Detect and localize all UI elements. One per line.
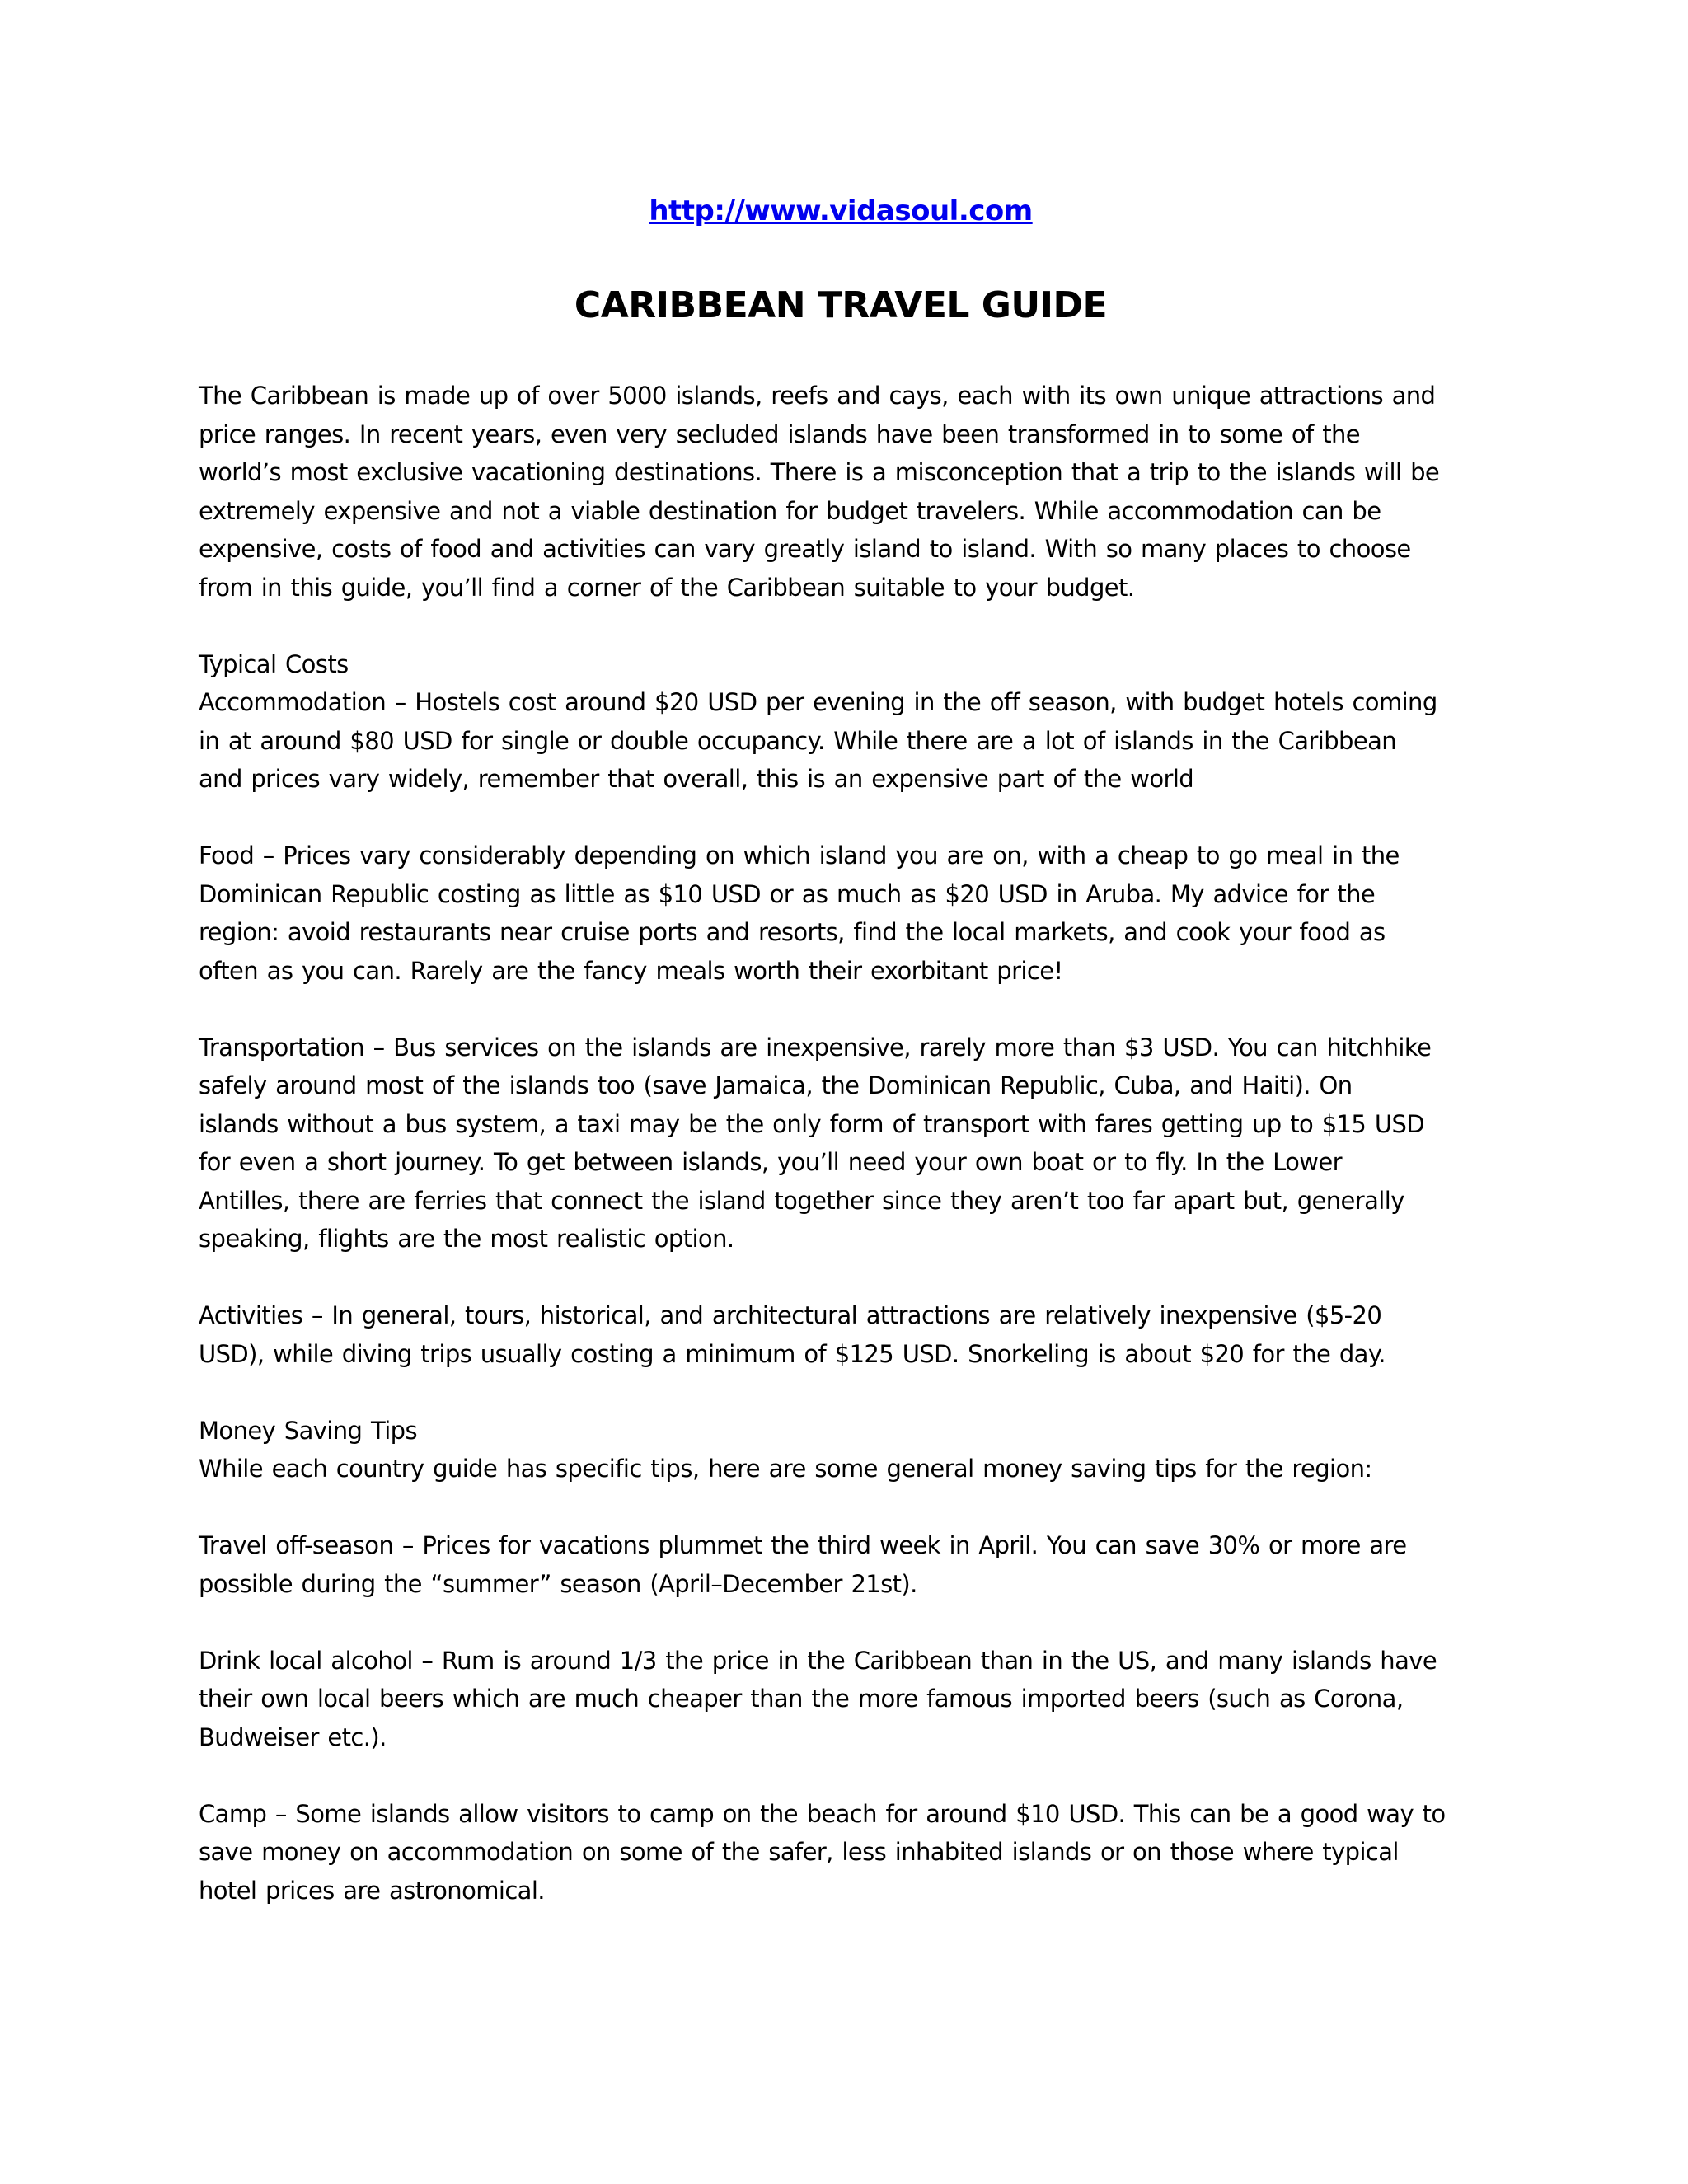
blank-line — [199, 607, 1517, 645]
text-line: Antilles, there are ferries that connect the island together since they aren’t too far apart but, generally — [199, 1186, 1404, 1215]
website-link[interactable]: http://www.vidasoul.com — [649, 194, 1033, 227]
text-line: While each country guide has specific tips, here are some general money saving tips for the region: — [199, 1455, 1372, 1483]
text-line: in at around $80 USD for single or double occupancy. While there are a lot of islands in the Caribbean — [199, 726, 1397, 755]
text-line: Camp – Some islands allow visitors to camp on the beach for around $10 USD. This can be a good way to — [199, 1799, 1446, 1828]
text-line: price ranges. In recent years, even very secluded islands have been transformed in to some of the — [199, 419, 1361, 448]
blank-line — [199, 1258, 1517, 1297]
text-line: their own local beers which are much cheaper than the more famous imported beers (such as Corona, — [199, 1685, 1404, 1713]
text-line: Food – Prices vary considerably depending on which island you are on, with a cheap to go meal in the — [199, 841, 1400, 869]
page-title: CARIBBEAN TRAVEL GUIDE — [574, 284, 1108, 326]
text-line: extremely expensive and not a viable destination for budget travelers. While accommodation can be — [199, 496, 1381, 525]
text-line: Transportation – Bus services on the islands are inexpensive, rarely more than $3 USD. You can hitchhike — [199, 1033, 1432, 1062]
text-line: Travel off-season – Prices for vacations plummet the third week in April. You can save 30% or more are — [199, 1531, 1407, 1559]
text-line: Budweiser etc.). — [199, 1722, 387, 1751]
text-line: save money on accommodation on some of the safer, less inhabited islands or on those where typical — [199, 1838, 1399, 1866]
blank-line — [199, 990, 1517, 1029]
text-line: Money Saving Tips — [199, 1416, 417, 1445]
document-body — [199, 377, 1517, 1910]
text-line: expensive, costs of food and activities can vary greatly island to island. With so many places to choose — [199, 535, 1411, 563]
text-line: world’s most exclusive vacationing destinations. There is a misconception that a trip to the islands will be — [199, 458, 1440, 486]
text-line: islands without a bus system, a taxi may be the only form of transport with fares getting up to $15 USD — [199, 1109, 1425, 1138]
text-line: speaking, flights are the most realistic option. — [199, 1225, 734, 1253]
text-line: possible during the “summer” season (April–December 21st). — [199, 1569, 917, 1598]
text-line: Activities – In general, tours, historical, and architectural attractions are relatively inexpensive ($5-20 — [199, 1301, 1382, 1329]
text-line: Drink local alcohol – Rum is around 1/3 the price in the Caribbean than in the US, and many islands have — [199, 1646, 1437, 1675]
text-line: for even a short journey. To get between islands, you’ll need your own boat or to fly. In the Lower — [199, 1148, 1342, 1176]
text-line: and prices vary widely, remember that overall, this is an expensive part of the world — [199, 765, 1194, 793]
text-line: hotel prices are astronomical. — [199, 1876, 545, 1905]
blank-line — [199, 1756, 1517, 1795]
text-line: Dominican Republic costing as little as $10 USD or as much as $20 USD in Aruba. My advice for the — [199, 879, 1376, 908]
text-line: often as you can. Rarely are the fancy meals worth their exorbitant price! — [199, 956, 1063, 985]
blank-line — [199, 799, 1517, 837]
text-line: USD), while diving trips usually costing a minimum of $125 USD. Snorkeling is about $20 for the day. — [199, 1339, 1386, 1368]
text-line: safely around most of the islands too (save Jamaica, the Dominican Republic, Cuba, and Haiti). On — [199, 1071, 1353, 1099]
text-line: from in this guide, you’ll find a corner of the Caribbean suitable to your budget. — [199, 573, 1135, 602]
blank-line — [199, 1488, 1517, 1527]
text-line: Accommodation – Hostels cost around $20 USD per evening in the off season, with budget hotels coming — [199, 688, 1437, 716]
text-line: Typical Costs — [199, 649, 349, 678]
blank-line — [199, 1373, 1517, 1412]
blank-line — [199, 1603, 1517, 1642]
text-line: The Caribbean is made up of over 5000 islands, reefs and cays, each with its own unique attractions and — [199, 382, 1436, 410]
text-line: region: avoid restaurants near cruise ports and resorts, find the local markets, and cook your food as — [199, 918, 1386, 946]
